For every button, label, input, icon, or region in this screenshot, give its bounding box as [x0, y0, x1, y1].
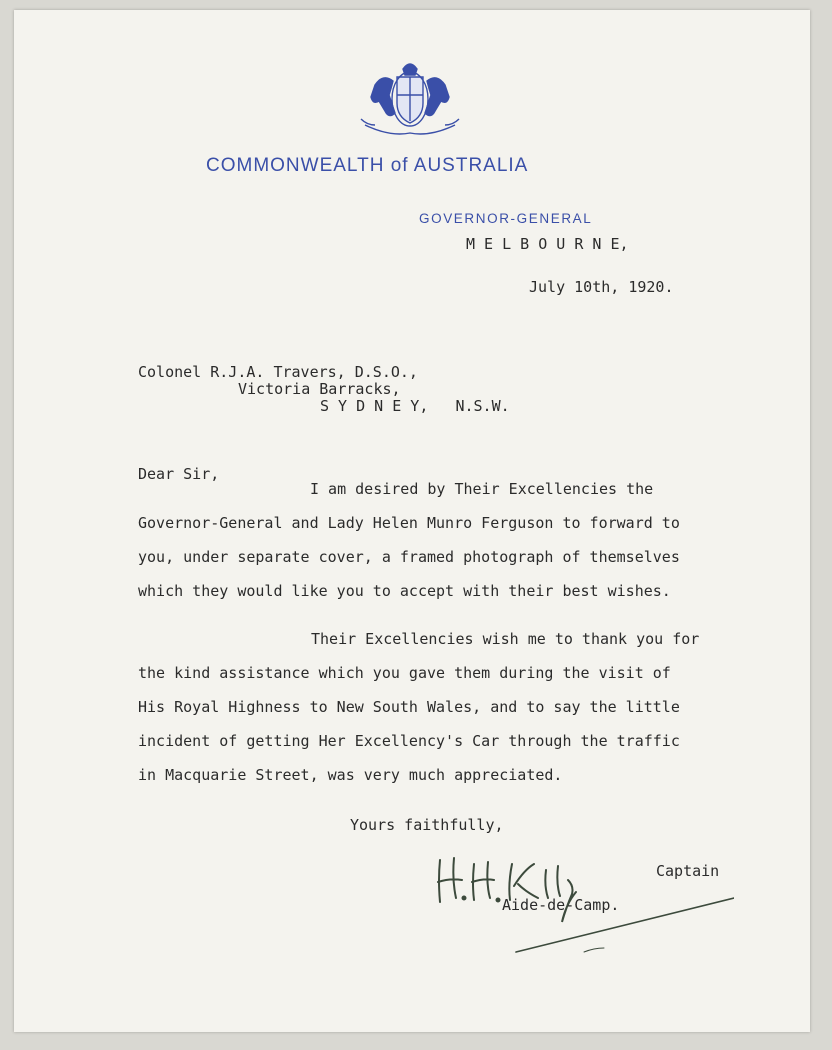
dateline-date: July 10th, 1920.: [529, 278, 674, 296]
paragraph-2-line: in Macquarie Street, was very much appreciated.: [138, 766, 563, 784]
address-line-1: Colonel R.J.A. Travers, D.S.O.,: [138, 363, 418, 381]
letterhead-office: GOVERNOR-GENERAL: [419, 211, 593, 226]
paragraph-1-line: I am desired by Their Excellencies the: [310, 480, 654, 498]
letterhead-title: COMMONWEALTH of AUSTRALIA: [206, 155, 529, 176]
letter-page: [14, 10, 810, 1032]
address-line-3: S Y D N E Y, N.S.W.: [320, 397, 510, 415]
dateline-city: M E L B O U R N E,: [466, 235, 629, 253]
closing: Yours faithfully,: [350, 816, 504, 834]
paragraph-2-line: incident of getting Her Excellency's Car through the traffic: [138, 732, 680, 750]
salutation: Dear Sir,: [138, 465, 220, 483]
signatory-role: Aide-de-Camp.: [502, 896, 620, 914]
paragraph-1-line: which they would like you to accept with their best wishes.: [138, 582, 671, 600]
paragraph-2-line: Their Excellencies wish me to thank you for: [311, 630, 700, 648]
address-line-2: Victoria Barracks,: [238, 380, 401, 398]
paragraph-1-line: you, under separate cover, a framed photograph of themselves: [138, 548, 680, 566]
paragraph-1-line: Governor-General and Lady Helen Munro Ferguson to forward to: [138, 514, 680, 532]
paragraph-2-line: His Royal Highness to New South Wales, and to say the little: [138, 698, 680, 716]
paragraph-2-line: the kind assistance which you gave them during the visit of: [138, 664, 671, 682]
signatory-rank: Captain: [656, 862, 720, 880]
royal-crest-icon: [345, 55, 475, 145]
